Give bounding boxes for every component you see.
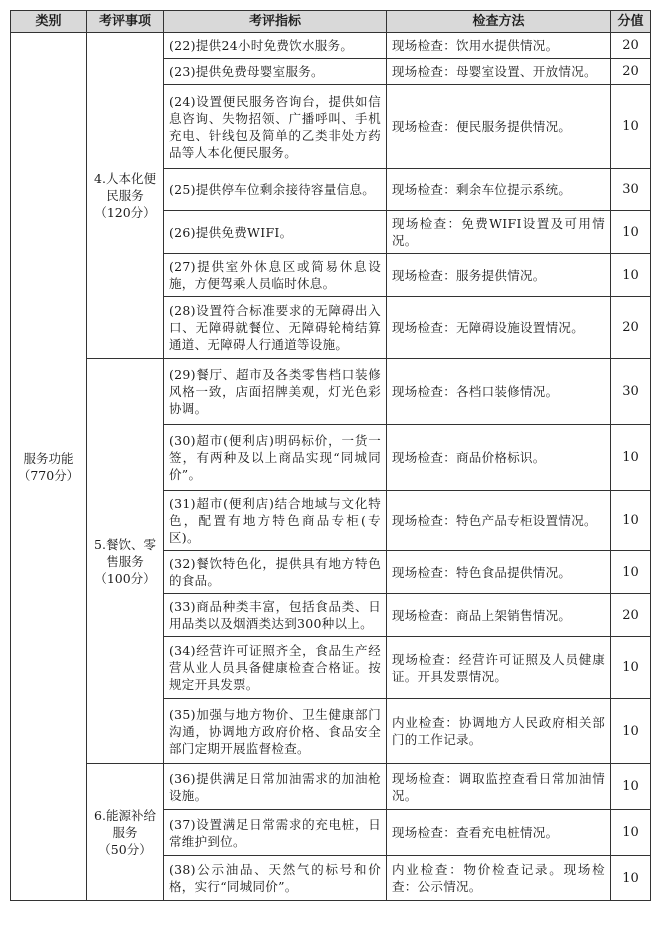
score-cell: 10 xyxy=(611,425,651,491)
item-cell: 6.能源补给 服务 （50分） xyxy=(87,764,164,901)
score-cell: 10 xyxy=(611,551,651,594)
indicator-cell: (30)超市(便利店)明码标价，一货一签，有两种及以上商品实现“同城同价”。 xyxy=(164,425,387,491)
method-cell: 现场检查：饮用水提供情况。 xyxy=(387,33,611,59)
indicator-cell: (34)经营许可证照齐全，食品生产经营从业人员具备健康检查合格证。按规定开具发票。 xyxy=(164,637,387,699)
table-body xyxy=(11,33,651,901)
method-cell: 现场检查：免费WIFI设置及可用情况。 xyxy=(387,211,611,254)
score-cell: 10 xyxy=(611,491,651,551)
method-cell: 现场检查：查看充电桩情况。 xyxy=(387,810,611,856)
score-cell: 30 xyxy=(611,359,651,425)
header-score: 分值 xyxy=(611,11,651,33)
evaluation-table xyxy=(10,10,651,901)
header-row xyxy=(11,11,651,33)
score-cell: 10 xyxy=(611,211,651,254)
indicator-cell: (32)餐饮特色化，提供具有地方特色的食品。 xyxy=(164,551,387,594)
indicator-cell: (26)提供免费WIFI。 xyxy=(164,211,387,254)
indicator-cell: (31)超市(便利店)结合地域与文化特色，配置有地方特色商品专柜(专区)。 xyxy=(164,491,387,551)
indicator-cell: (28)设置符合标准要求的无障碍出入口、无障碍就餐位、无障碍轮椅结算通道、无障碍人行通道等设施。 xyxy=(164,297,387,359)
header-method: 检查方法 xyxy=(387,11,611,33)
method-cell: 现场检查：特色产品专柜设置情况。 xyxy=(387,491,611,551)
method-cell: 现场检查：经营许可证照及人员健康证。开具发票情况。 xyxy=(387,637,611,699)
indicator-cell: (22)提供24小时免费饮水服务。 xyxy=(164,33,387,59)
table-row xyxy=(11,764,651,810)
method-cell: 内业检查：协调地方人民政府相关部门的工作记录。 xyxy=(387,699,611,764)
indicator-cell: (27)提供室外休息区或简易休息设施，方便驾乘人员临时休息。 xyxy=(164,254,387,297)
score-cell: 10 xyxy=(611,764,651,810)
item-cell: 5.餐饮、零 售服务 （100分） xyxy=(87,359,164,764)
method-cell: 现场检查：母婴室设置、开放情况。 xyxy=(387,59,611,85)
score-cell: 30 xyxy=(611,169,651,211)
header-category: 类别 xyxy=(11,11,87,33)
method-cell: 现场检查：服务提供情况。 xyxy=(387,254,611,297)
method-cell: 内业检查：物价检查记录。现场检查：公示情况。 xyxy=(387,856,611,901)
indicator-cell: (36)提供满足日常加油需求的加油枪设施。 xyxy=(164,764,387,810)
table-row xyxy=(11,33,651,59)
score-cell: 10 xyxy=(611,856,651,901)
header-item: 考评事项 xyxy=(87,11,164,33)
method-cell: 现场检查：各档口装修情况。 xyxy=(387,359,611,425)
method-cell: 现场检查：特色食品提供情况。 xyxy=(387,551,611,594)
score-cell: 20 xyxy=(611,59,651,85)
method-cell: 现场检查：商品上架销售情况。 xyxy=(387,594,611,637)
score-cell: 10 xyxy=(611,810,651,856)
score-cell: 20 xyxy=(611,33,651,59)
indicator-cell: (33)商品种类丰富，包括食品类、日用品类以及烟酒类达到300种以上。 xyxy=(164,594,387,637)
indicator-cell: (29)餐厅、超市及各类零售档口装修风格一致，店面招牌美观，灯光色彩协调。 xyxy=(164,359,387,425)
method-cell: 现场检查：便民服务提供情况。 xyxy=(387,85,611,169)
indicator-cell: (37)设置满足日常需求的充电桩，日常维护到位。 xyxy=(164,810,387,856)
table-row xyxy=(11,359,651,425)
score-cell: 20 xyxy=(611,297,651,359)
item-cell: 4.人本化便 民服务 （120分） xyxy=(87,33,164,359)
method-cell: 现场检查：剩余车位提示系统。 xyxy=(387,169,611,211)
evaluation-table-page xyxy=(10,10,650,901)
score-cell: 10 xyxy=(611,637,651,699)
indicator-cell: (35)加强与地方物价、卫生健康部门沟通，协调地方政府价格、食品安全部门定期开展监督检查。 xyxy=(164,699,387,764)
score-cell: 20 xyxy=(611,594,651,637)
method-cell: 现场检查：调取监控查看日常加油情况。 xyxy=(387,764,611,810)
indicator-cell: (24)设置便民服务咨询台，提供如信息咨询、失物招领、广播呼叫、手机充电、针线包及简单的乙类非处方药品等人本化便民服务。 xyxy=(164,85,387,169)
method-cell: 现场检查：商品价格标识。 xyxy=(387,425,611,491)
score-cell: 10 xyxy=(611,254,651,297)
indicator-cell: (25)提供停车位剩余接待容量信息。 xyxy=(164,169,387,211)
method-cell: 现场检查：无障碍设施设置情况。 xyxy=(387,297,611,359)
score-cell: 10 xyxy=(611,699,651,764)
score-cell: 10 xyxy=(611,85,651,169)
indicator-cell: (38)公示油品、天然气的标号和价格，实行“同城同价”。 xyxy=(164,856,387,901)
category-cell: 服务功能 （770分） xyxy=(11,33,87,901)
header-indicator: 考评指标 xyxy=(164,11,387,33)
indicator-cell: (23)提供免费母婴室服务。 xyxy=(164,59,387,85)
